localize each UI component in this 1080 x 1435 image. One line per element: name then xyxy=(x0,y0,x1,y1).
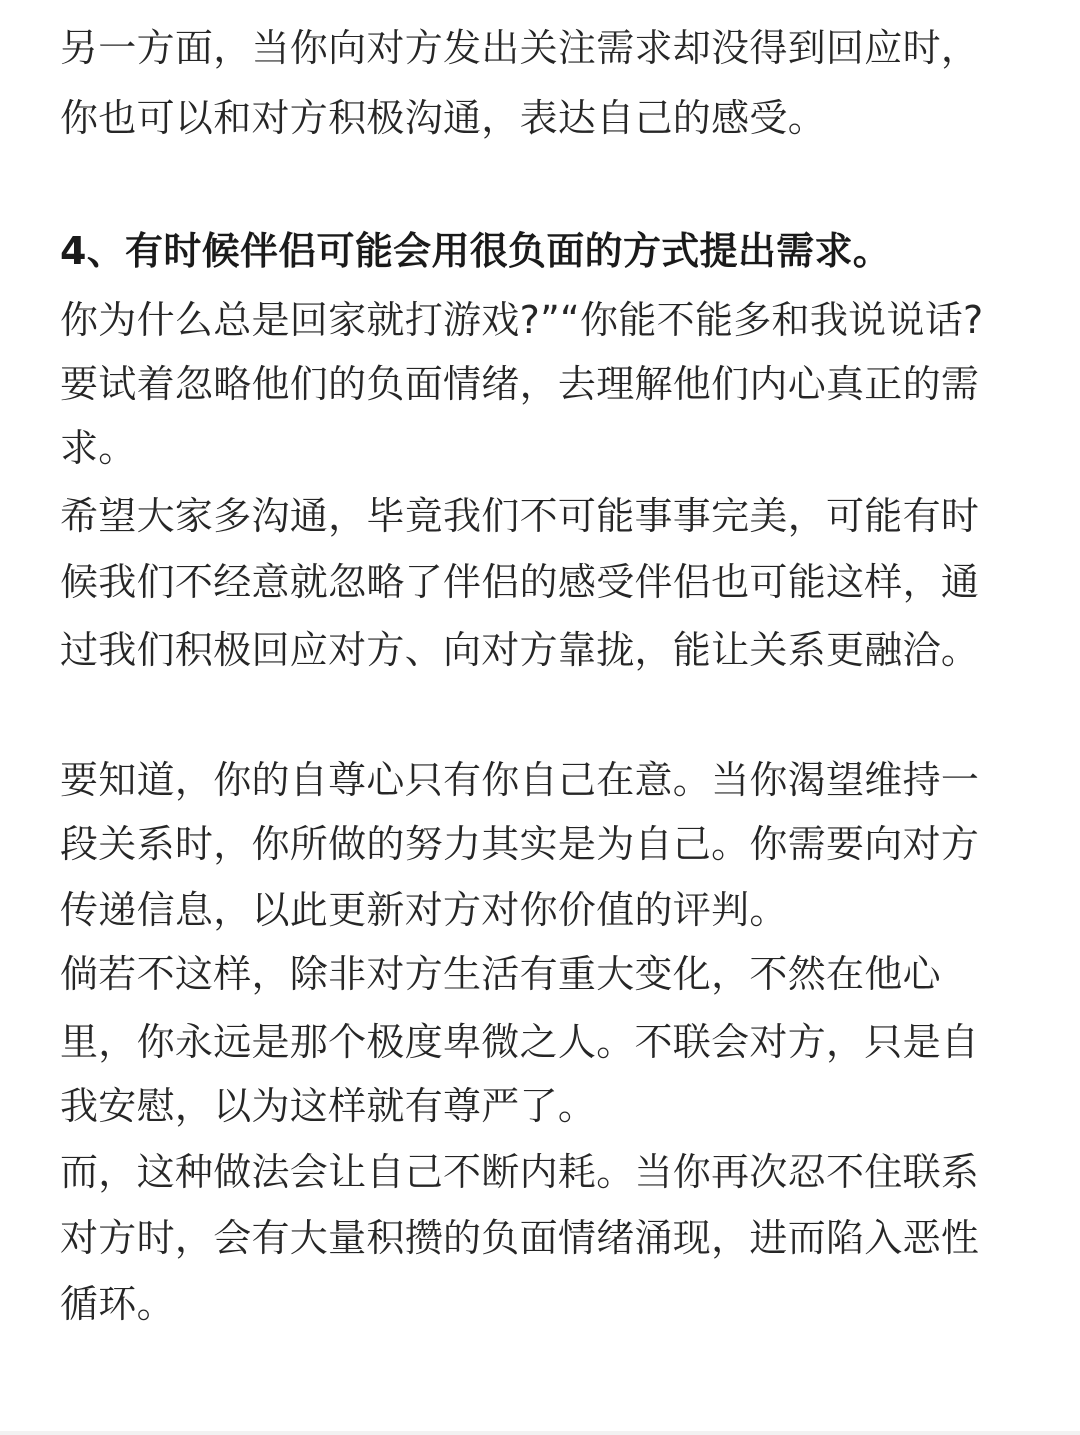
text-line: 倘若不这样，除非对方生活有重大变化，不然在他心 xyxy=(60,952,941,996)
text-line: 对方时，会有大量积攒的负面情绪涌现，进而陷入恶性 xyxy=(60,1216,980,1260)
text-line: 你也可以和对方积极沟通，表达自己的感受。 xyxy=(60,96,827,140)
text-line: 循环。 xyxy=(60,1282,175,1326)
text-line: 候我们不经意就忽略了伴侣的感受伴侣也可能这样，通 xyxy=(60,560,980,604)
section-heading: 4、有时候伴侣可能会用很负面的方式提出需求。 xyxy=(60,229,892,273)
text-line: 要知道，你的自尊心只有你自己在意。当你渴望维持一 xyxy=(60,758,980,802)
text-line: 我安慰，以为这样就有尊严了。 xyxy=(60,1084,597,1128)
text-line: 里，你永远是那个极度卑微之人。不联会对方，只是自 xyxy=(60,1020,980,1064)
text-line: 你为什么总是回家就打游戏?”“你能不能多和我说说话? xyxy=(60,298,984,342)
text-line: 过我们积极回应对方、向对方靠拢，能让关系更融洽。 xyxy=(60,628,980,672)
text-line: 另一方面，当你向对方发出关注需求却没得到回应时， xyxy=(60,26,980,70)
page-bottom-edge xyxy=(0,1431,1080,1435)
text-line: 段关系时，你所做的努力其实是为自己。你需要向对方 xyxy=(60,822,980,866)
text-line: 传递信息，以此更新对方对你价值的评判。 xyxy=(60,888,788,932)
text-line: 要试着忽略他们的负面情绪，去理解他们内心真正的需 xyxy=(60,362,980,406)
text-line: 希望大家多沟通，毕竟我们不可能事事完美，可能有时 xyxy=(60,494,980,538)
text-line: 求。 xyxy=(60,426,137,470)
text-line: 而，这种做法会让自己不断内耗。当你再次忍不住联系 xyxy=(60,1150,980,1194)
